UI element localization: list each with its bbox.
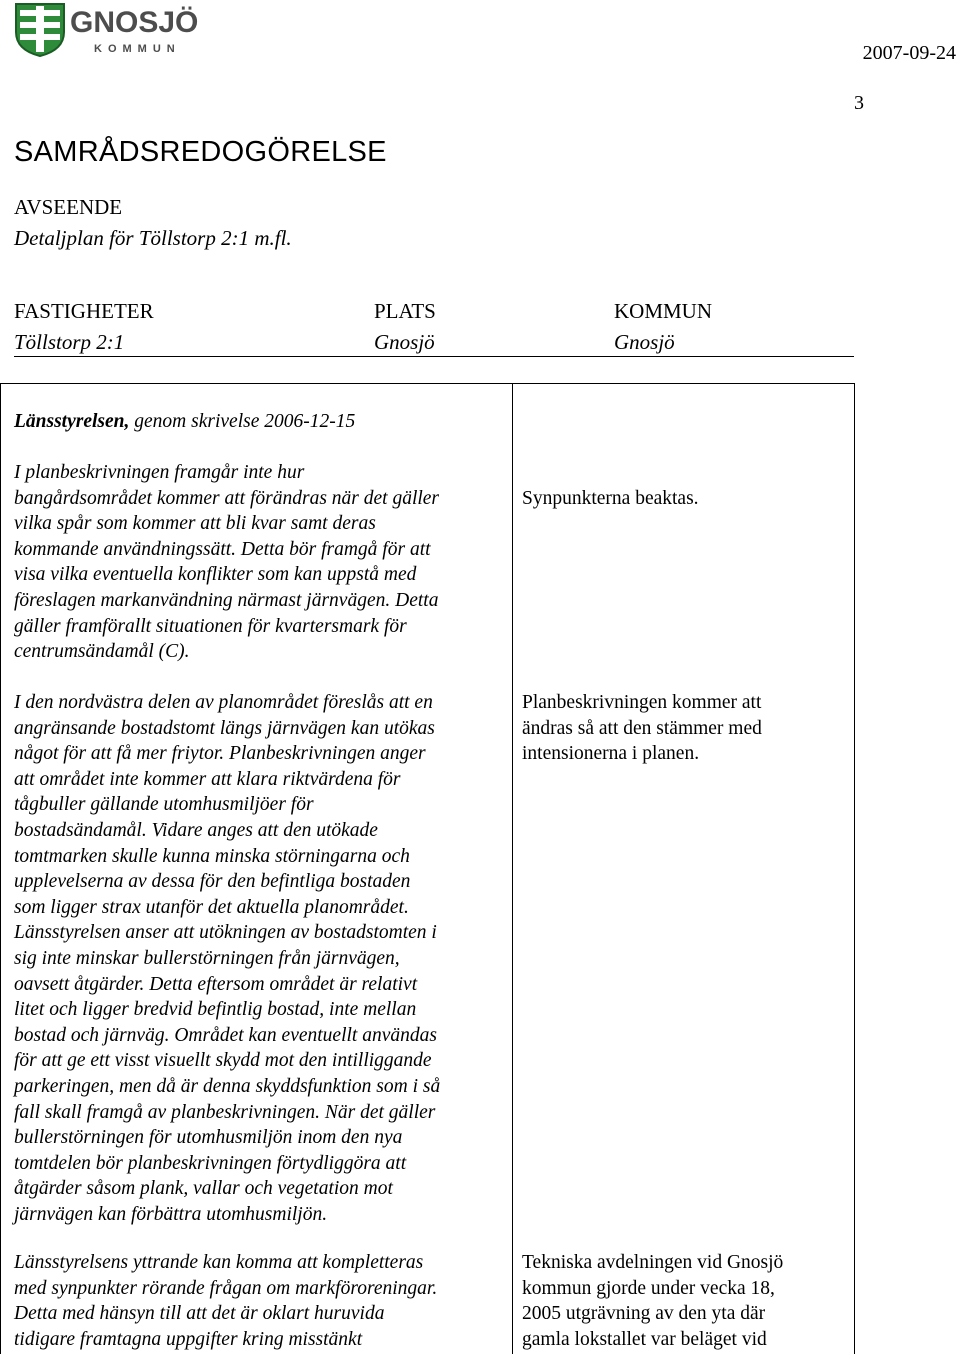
logo-wordmark: GNOSJÖ	[70, 6, 199, 39]
document-title: SAMRÅDSREDOGÖRELSE	[14, 136, 387, 168]
text-line: tomtdelen bör planbeskrivningen förtydliggöra att	[14, 1152, 407, 1174]
text-line: Detta med hänsyn till att det är oklart huruvida	[14, 1303, 385, 1325]
text-line: gamla lokstallet var beläget vid	[522, 1328, 767, 1350]
text-line: järnvägen kan förbättra utomhusmiljön.	[14, 1203, 328, 1225]
text-line: tågbuller gällande utomhusmiljöer för	[14, 794, 314, 816]
property-value-plats: Gnosjö	[374, 330, 435, 354]
property-header-kommun: KOMMUN	[614, 299, 713, 323]
comment-paragraph-1	[14, 460, 506, 665]
table-column-divider	[512, 383, 513, 1354]
text-line: med synpunkter rörande frågan om markföroreningar.	[14, 1277, 438, 1299]
text-line: oavsett åtgärder. Detta eftersom området är relativt	[14, 973, 418, 995]
text-line: Länsstyrelsen anser att utökningen av bostadstomten i	[14, 922, 437, 944]
text-line: Planbeskrivningen kommer att	[522, 692, 762, 713]
text-line: Länsstyrelsens yttrande kan komma att kompletteras	[14, 1252, 424, 1273]
text-line: 2005 utgrävning av den yta där	[522, 1303, 766, 1325]
text-line: upplevelserna av dessa för den befintliga bostaden	[14, 871, 411, 893]
text-line: visa vilka eventuella konflikter som kan uppstå med	[14, 564, 417, 586]
plan-name: Detaljplan för Töllstorp 2:1 m.fl.	[14, 226, 292, 250]
text-line: Tekniska avdelningen vid Gnosjö	[522, 1252, 784, 1273]
text-line: bostad och järnväg. Området kan eventuellt användas	[14, 1024, 437, 1046]
comment-paragraph-3	[14, 1250, 506, 1352]
source-line	[14, 409, 506, 435]
text-line: centrumsändamål (C).	[14, 641, 190, 663]
property-header-fastigheter: FASTIGHETER	[14, 299, 154, 323]
text-line: kommande användningssätt. Detta bör framgå för att	[14, 538, 431, 560]
response-paragraph-1	[522, 486, 842, 512]
text-line: att området inte kommer att klara riktvärdena för	[14, 768, 401, 790]
property-divider	[14, 356, 854, 357]
property-value-fastigheter: Töllstorp 2:1	[14, 330, 125, 354]
document-date: 2007-09-24	[862, 42, 956, 64]
text-line	[14, 409, 506, 435]
text-line: Synpunkterna beaktas.	[522, 488, 699, 509]
property-value-kommun: Gnosjö	[614, 330, 675, 354]
property-header-plats: PLATS	[374, 299, 436, 323]
text-line: för att ge ett visst visuellt skydd mot den intilliggande	[14, 1050, 432, 1072]
text-line: föreslagen markanvändning närmast järnvägen. Detta	[14, 589, 439, 611]
text-line: I den nordvästra delen av planområdet föreslås att en	[14, 692, 433, 713]
source-detail: genom skrivelse 2006-12-15	[129, 411, 356, 432]
text-line: bullerstörningen för utomhusmiljön inom den nya	[14, 1127, 403, 1149]
response-paragraph-3	[522, 1250, 842, 1352]
text-line: något för att få mer friytor. Planbeskrivningen anger	[14, 743, 426, 765]
text-line: tomtmarken skulle kunna minska störningarna och	[14, 845, 410, 867]
text-line: litet och ligger bredvid befintlig bostad, inte mellan	[14, 999, 417, 1021]
avseende-label: AVSEENDE	[14, 195, 123, 219]
text-line: ändras så att den stämmer med	[522, 717, 762, 739]
source-name: Länsstyrelsen,	[14, 411, 130, 432]
coat-of-arms-icon	[16, 4, 64, 56]
text-line: vilka spår som kommer att bli kvar samt deras	[14, 513, 376, 535]
text-line: I planbeskrivningen framgår inte hur	[14, 462, 305, 483]
text-line: parkeringen, men då är denna skyddsfunktion som i så	[14, 1075, 441, 1097]
text-line: intensionerna i planen.	[522, 743, 700, 765]
text-line: sig inte minskar bullerstörningen från järnvägen,	[14, 947, 400, 969]
text-line: åtgärder såsom plank, vallar och vegetation mot	[14, 1178, 393, 1200]
text-line: angränsande bostadstomt längs järnvägen kan utökas	[14, 717, 435, 739]
text-line: bangårdsområdet kommer att förändras när det gäller	[14, 487, 440, 509]
comment-paragraph-2	[14, 690, 506, 1227]
text-line: fall skall framgå av planbeskrivningen. När det gäller	[14, 1101, 436, 1123]
logo-subtitle: KOMMUN	[94, 43, 181, 55]
text-line: som ligger strax utanför det aktuella planområdet.	[14, 896, 409, 918]
text-line: gäller framförallt situationen för kvartersmark för	[14, 615, 407, 637]
page-number: 3	[854, 92, 864, 114]
text-line: kommun gjorde under vecka 18,	[522, 1277, 775, 1299]
municipality-logo	[14, 2, 206, 58]
text-line: tidigare framtagna uppgifter kring misstänkt	[14, 1328, 363, 1350]
response-paragraph-2	[522, 690, 842, 767]
text-line: bostadsändamål. Vidare anges att den utökade	[14, 819, 378, 841]
